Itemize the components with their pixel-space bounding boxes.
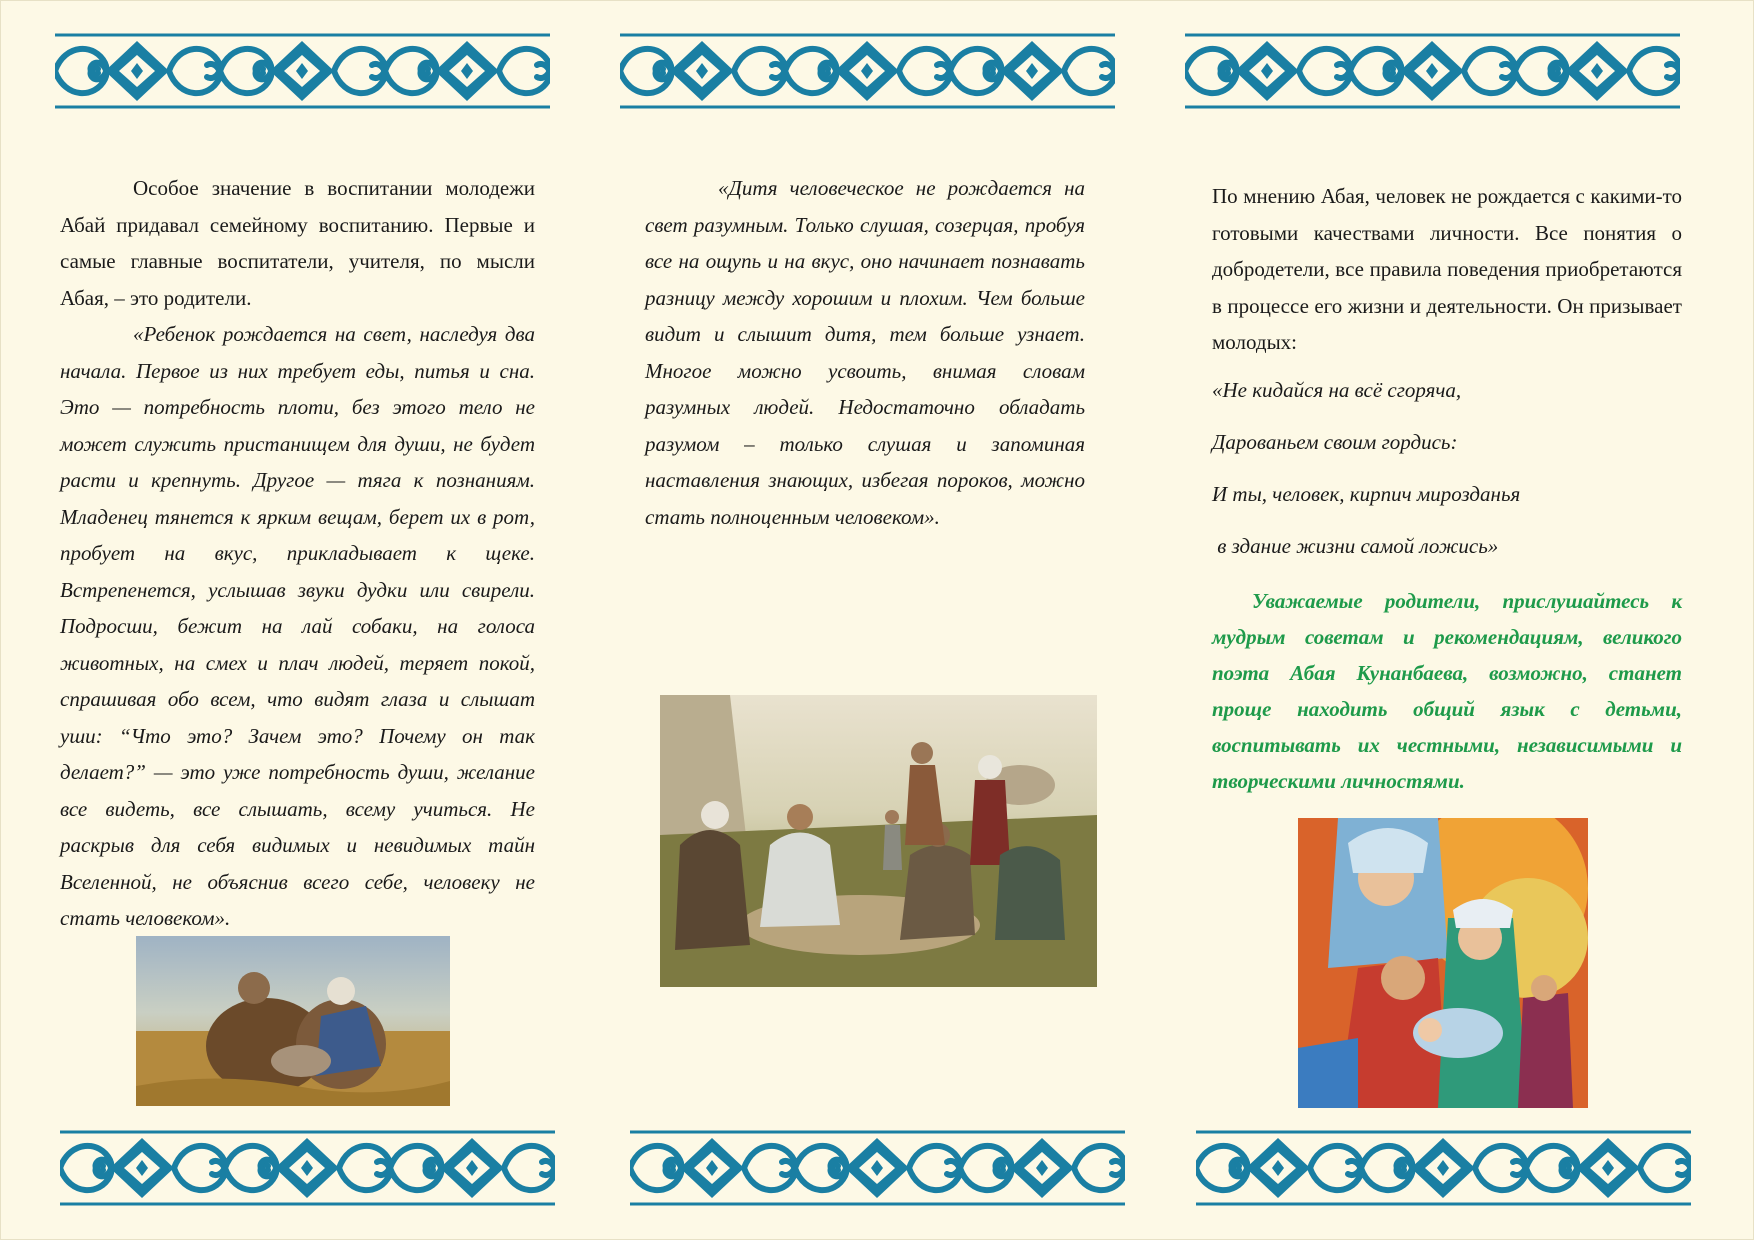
ornament-bottom-left-icon — [60, 1130, 555, 1206]
picture-kazakh-family — [1298, 818, 1588, 1108]
abai-quote-child: «Ребенок рождается на свет, наследуя два начала. Первое из них требует еды, питья и сна. Это — потребность плоти, без этого тело не может служить пристанищем для души, не будет расти и крепнуть. Другое — тяга к познаниям. Младенец тянется к ярким вещам, берет их в рот, пробует на вкус, прикладывает к щеке. Встрепенется, услышав звуки дудки или свирели. Подросши, бежит на лай собаки, на голоса животных, на смех и плач людей, теряет покой, спрашивая обо всем, что видят глаза и слышат уши: “Что это? Зачем это? Почему он так делает?” — это уже потребность души, желание все видеть, все слышать, всему учиться. Не раскрыв для себя видимых и невидимых тайн Вселенной, не объяснив всего себе, человеку не стать человеком». — [60, 322, 535, 930]
picture-mother-and-child — [136, 936, 450, 1106]
abai-opinion-paragraph: По мнению Абая, человек не рождается с какими-то готовыми качествами личности. Все понятия о добродетели, все правила поведения приобретаются в процессе его жизни и деятельности. Он призывает молодых: — [1212, 184, 1682, 354]
middle-column — [645, 170, 1085, 535]
right-column — [1212, 178, 1682, 799]
left-column — [60, 170, 535, 937]
ornament-top-right-icon — [1185, 33, 1680, 109]
intro-paragraph: Особое значение в воспитании молодежи Абай придавал семейному воспитанию. Первые и самые главные воспитатели, учителя, по мысли Абая, – это родители. — [60, 176, 535, 310]
poem-line-4: в здание жизни самой ложись» — [1212, 533, 1499, 558]
ornament-top-middle-icon — [620, 33, 1115, 109]
poem-line-2: Дарованьем своим гордись: — [1212, 429, 1458, 454]
abai-quote-wisdom: «Дитя человеческое не рождается на свет разумным. Только слушая, созерцая, пробуя все на ощупь и на вкус, оно начинает познавать разницу между хорошим и плохим. Чем больше видит и слышит дитя, тем больше узнает. Многое можно усвоить, внимая словам разумных людей. Недостаточно обладать разумом – только слушая и запоминая наставления знающих, избегая пороков, можно стать полноценным человеком». — [645, 176, 1085, 529]
picture-abai-with-people — [660, 695, 1097, 987]
poem-line-1: «Не кидайся на всё сгоряча, — [1212, 377, 1462, 402]
poem-line-3: И ты, человек, кирпич мирозданья — [1212, 481, 1521, 506]
ornament-top-left-icon — [55, 33, 550, 109]
ornament-bottom-middle-icon — [630, 1130, 1125, 1206]
appeal-to-parents: Уважаемые родители, прислушайтесь к мудрым советам и рекомендациям, великого поэта Абая Кунанбаева, возможно, станет проще находить общий язык с детьми, воспитывать их честными, независимыми и творческими личностями. — [1212, 588, 1682, 793]
ornament-bottom-right-icon — [1196, 1130, 1691, 1206]
